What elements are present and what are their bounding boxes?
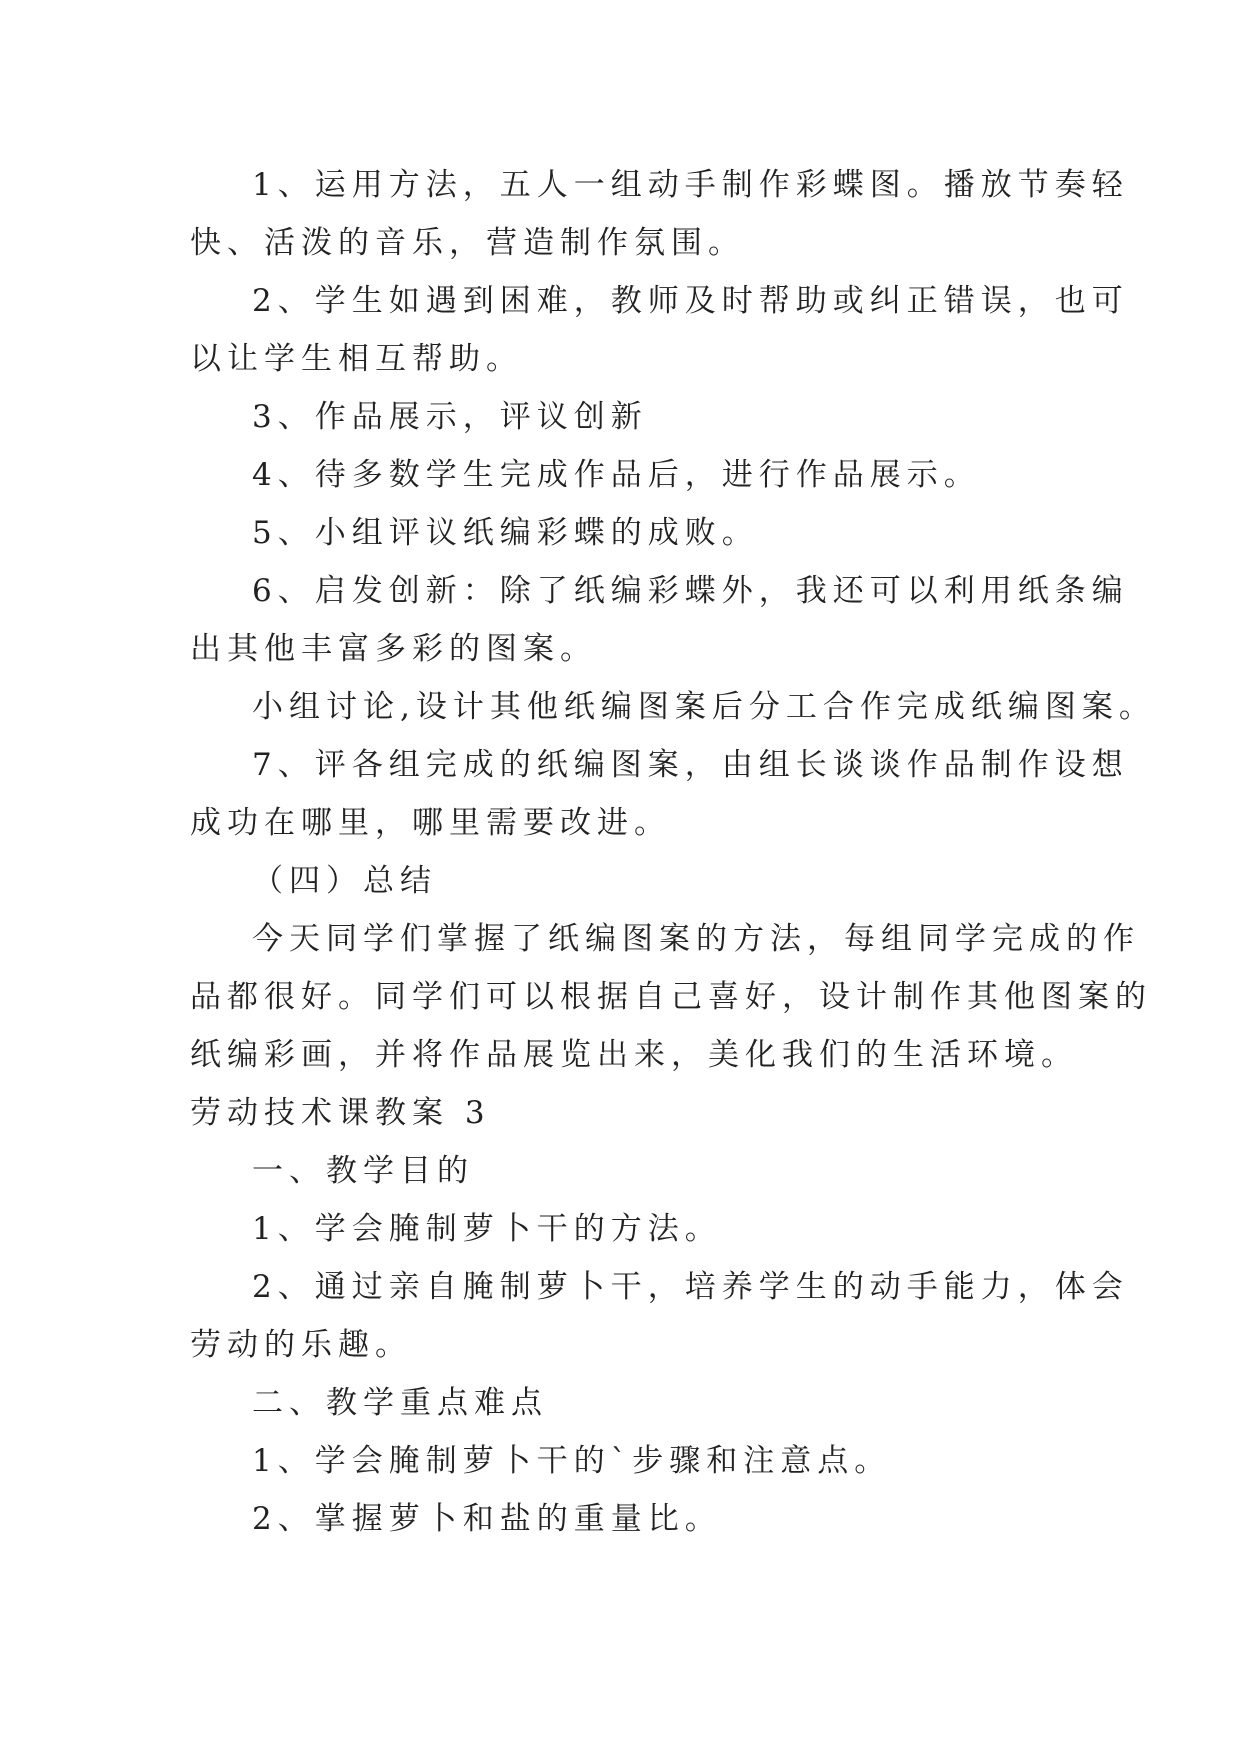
- text-line: 1、学会腌制萝卜干的方法。: [252, 1211, 722, 1247]
- text-line: 劳动的乐趣。: [190, 1327, 412, 1363]
- text-line: 品都很好。同学们可以根据自己喜好，设计制作其他图案的: [190, 979, 1152, 1015]
- text-line: 3、作品展示，评议创新: [252, 399, 648, 435]
- section-heading: （四）总结: [252, 863, 437, 899]
- document-body: [190, 156, 1156, 1548]
- lesson-title: 劳动技术课教案 3: [190, 1095, 491, 1131]
- text-line: 成功在哪里，哪里需要改进。: [190, 805, 671, 841]
- text-line: 4、待多数学生完成作品后，进行作品展示。: [252, 457, 981, 493]
- section-heading: 二、教学重点难点: [252, 1385, 548, 1421]
- text-line: 今天同学们掌握了纸编图案的方法，每组同学完成的作: [252, 921, 1140, 957]
- text-line: 出其他丰富多彩的图案。: [190, 631, 597, 667]
- text-line: 2、通过亲自腌制萝卜干，培养学生的动手能力，体会: [252, 1269, 1129, 1305]
- text-line: 1、运用方法，五人一组动手制作彩蝶图。播放节奏轻: [252, 167, 1129, 203]
- text-line: 快、活泼的音乐，营造制作氛围。: [190, 225, 745, 261]
- text-line: 5、小组评议纸编彩蝶的成败。: [252, 515, 759, 551]
- text-line: 7、评各组完成的纸编图案，由组长谈谈作品制作设想: [252, 747, 1129, 783]
- text-line: 6、启发创新：除了纸编彩蝶外，我还可以利用纸条编: [252, 573, 1129, 609]
- section-heading: 一、教学目的: [252, 1153, 474, 1189]
- text-line: 纸编彩画，并将作品展览出来，美化我们的生活环境。: [190, 1037, 1078, 1073]
- text-line: 1、学会腌制萝卜干的`步骤和注意点。: [252, 1443, 892, 1479]
- text-line: 小组讨论,设计其他纸编图案后分工合作完成纸编图案。: [252, 689, 1156, 725]
- text-line: 以让学生相互帮助。: [190, 341, 523, 377]
- text-line: 2、学生如遇到困难，教师及时帮助或纠正错误，也可: [252, 283, 1129, 319]
- text-line: 2、掌握萝卜和盐的重量比。: [252, 1501, 722, 1537]
